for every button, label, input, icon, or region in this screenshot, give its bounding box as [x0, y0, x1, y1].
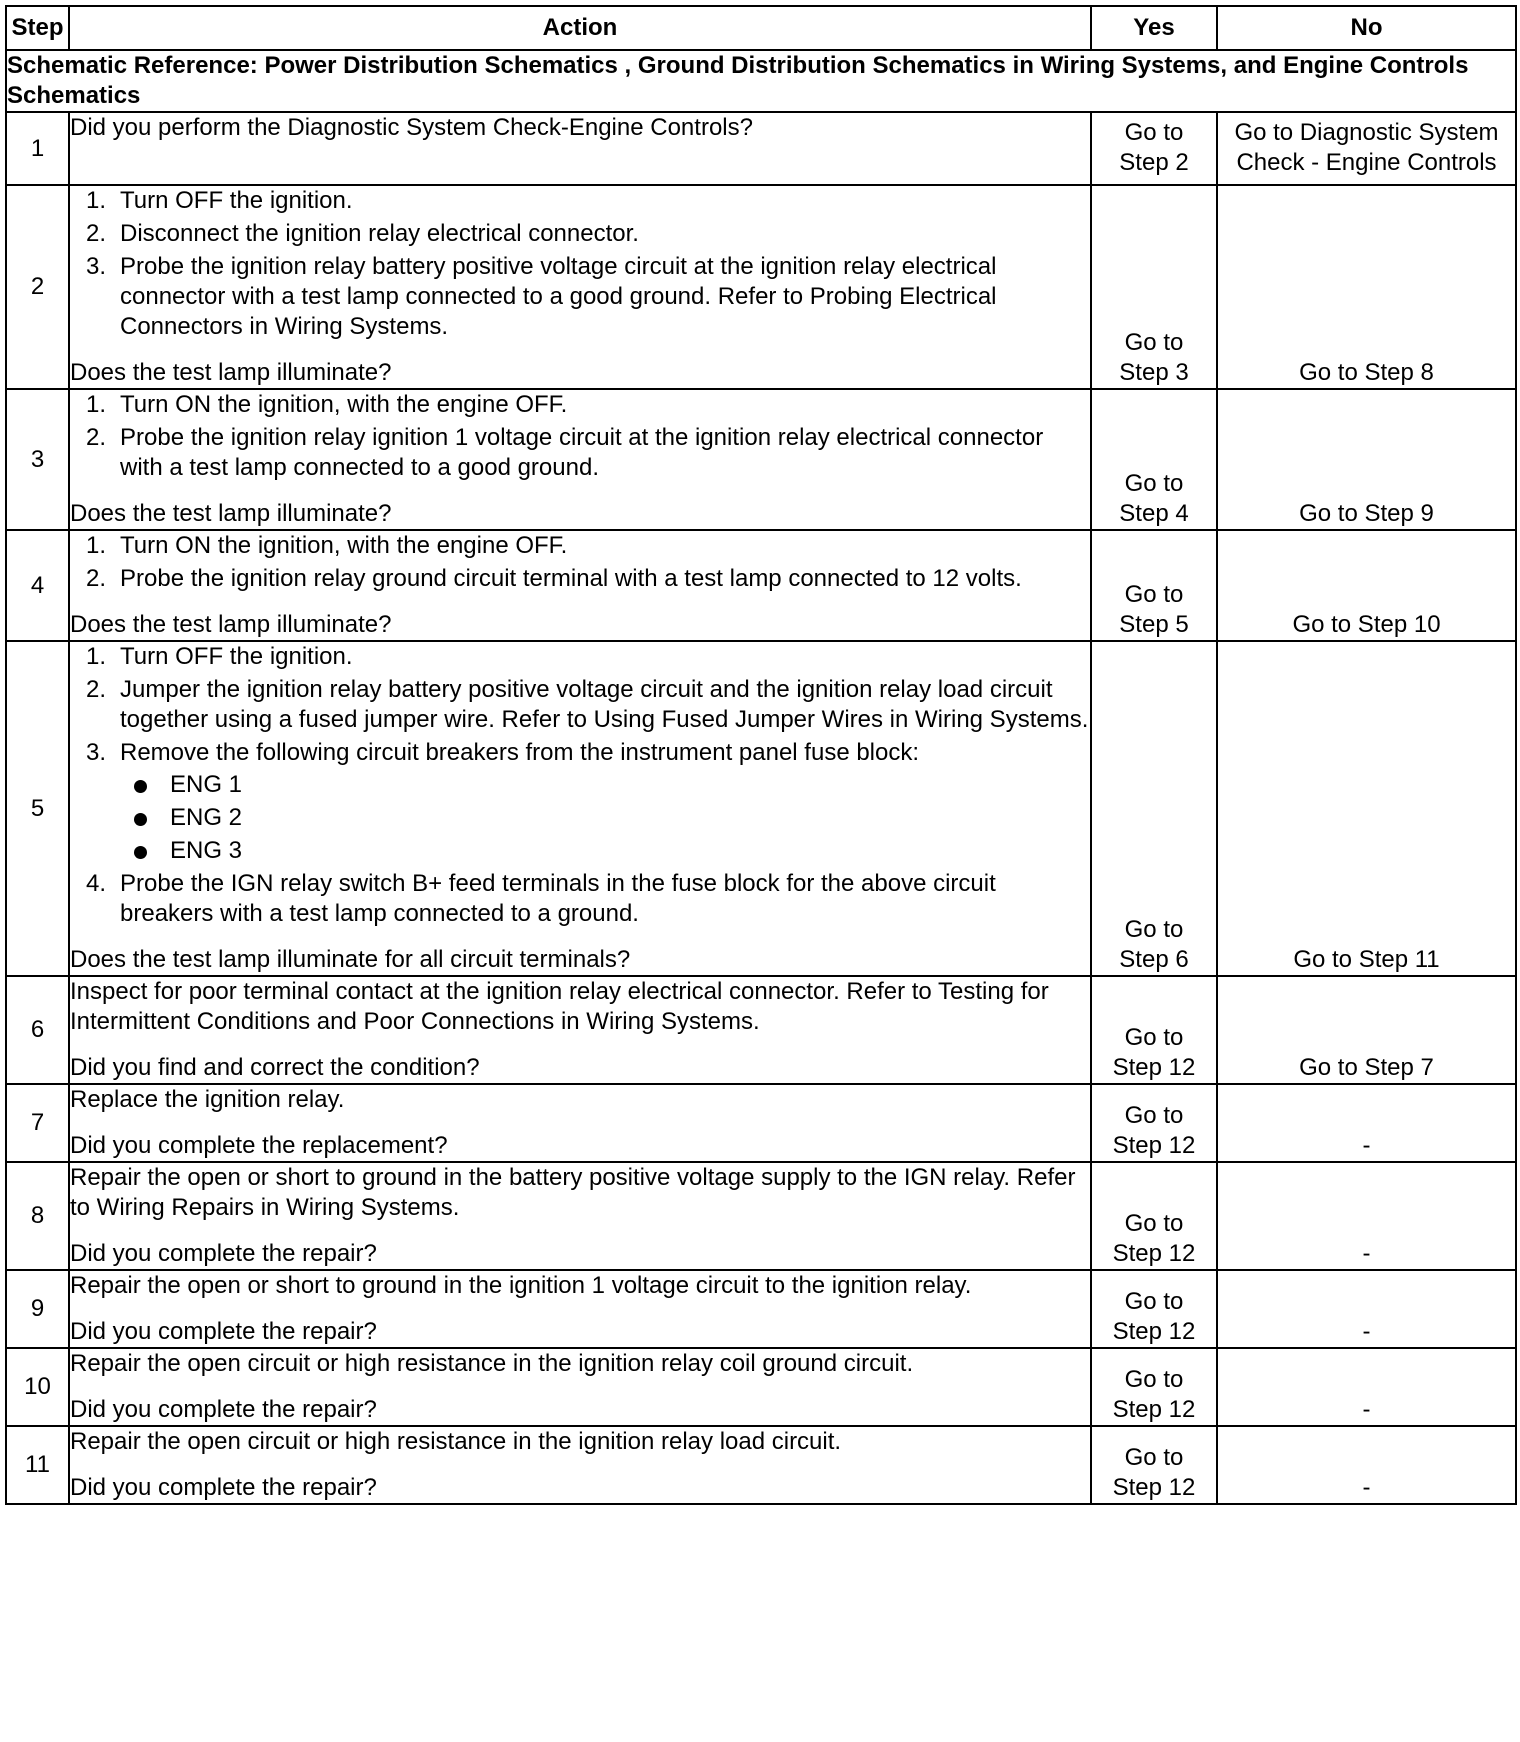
action-step: 3. Probe the ignition relay battery positive voltage circuit at the ignition relay electrical connector with a test lamp connected to a good ground. Refer to Probing Electrical Connectors in Wiring Systems.: [86, 253, 997, 340]
no-cell: Go to Step 10: [1217, 530, 1516, 641]
table-row: [6, 530, 1516, 641]
table-row: [6, 976, 1516, 1084]
action-question: Does the test lamp illuminate for all circuit terminals?: [70, 946, 631, 973]
action-steps: [70, 531, 1090, 594]
action-text: Repair the open circuit or high resistance in the ignition relay load circuit.: [70, 1428, 842, 1455]
table-row: [6, 1270, 1516, 1348]
no-cell: Go to Diagnostic System Check - Engine Controls: [1217, 112, 1516, 185]
header-row: [6, 6, 1516, 50]
step-number: 4: [6, 530, 69, 641]
header-no: No: [1217, 6, 1516, 50]
action-step: 2. Jumper the ignition relay battery positive voltage circuit and the ignition relay load circuit together using a fused jumper wire. Refer to Using Fused Jumper Wires in Wiring Systems.: [86, 676, 1089, 733]
step-number: 2: [6, 185, 69, 389]
no-cell: -: [1217, 1084, 1516, 1162]
yes-cell: Go to Step 3: [1091, 185, 1217, 389]
yes-cell: Go to Step 5: [1091, 530, 1217, 641]
action-step: 2. Probe the ignition relay ground circuit terminal with a test lamp connected to 12 volts.: [86, 565, 1022, 592]
no-cell: -: [1217, 1348, 1516, 1426]
yes-cell: Go to Step 12: [1091, 1162, 1217, 1270]
no-cell: Go to Step 7: [1217, 976, 1516, 1084]
yes-cell: Go to Step 4: [1091, 389, 1217, 530]
no-cell: -: [1217, 1162, 1516, 1270]
action-cell: [69, 185, 1091, 389]
action-cell: [69, 1162, 1091, 1270]
step-number: 10: [6, 1348, 69, 1426]
table-row: [6, 1162, 1516, 1270]
circuit-breaker-list: [120, 770, 1090, 866]
table-row: [6, 1348, 1516, 1426]
action-cell: [69, 641, 1091, 976]
step-number: 6: [6, 976, 69, 1084]
bullet-icon: [134, 780, 147, 793]
action-cell: [69, 389, 1091, 530]
table-row: [6, 1426, 1516, 1504]
action-text: Inspect for poor terminal contact at the ignition relay electrical connector. Refer to Testing for Intermittent Conditions and Poor Connections in Wiring Systems.: [70, 978, 1049, 1035]
no-cell: Go to Step 9: [1217, 389, 1516, 530]
action-cell: [69, 1348, 1091, 1426]
action-text: Repair the open or short to ground in the ignition 1 voltage circuit to the ignition relay.: [70, 1272, 972, 1299]
action-step: 1. Turn ON the ignition, with the engine OFF.: [86, 391, 568, 418]
action-step: 2. Probe the ignition relay ignition 1 voltage circuit at the ignition relay electrical connector with a test lamp connected to a good ground.: [86, 424, 1044, 481]
table-row: [6, 1084, 1516, 1162]
step-number: 9: [6, 1270, 69, 1348]
action-step: 2. Disconnect the ignition relay electrical connector.: [86, 220, 639, 247]
header-step: Step: [6, 6, 69, 50]
header-yes: Yes: [1091, 6, 1217, 50]
diagnostic-table: [5, 5, 1517, 1505]
action-question: Does the test lamp illuminate?: [70, 611, 392, 638]
step-number: 1: [6, 112, 69, 185]
action-step: 1. Turn ON the ignition, with the engine OFF.: [86, 532, 568, 559]
action-steps: [70, 642, 1090, 929]
action-question: Does the test lamp illuminate?: [70, 500, 392, 527]
action-question: Did you complete the repair?: [70, 1474, 377, 1501]
no-cell: Go to Step 11: [1217, 641, 1516, 976]
action-text: Did you perform the Diagnostic System Check-Engine Controls?: [70, 114, 753, 141]
action-cell: [69, 976, 1091, 1084]
yes-cell: Go to Step 12: [1091, 1426, 1217, 1504]
circuit-breaker-item: ENG 2: [120, 803, 1090, 833]
action-step: 3. Remove the following circuit breakers from the instrument panel fuse block: ENG 1 ENG 2 ENG 3: [70, 738, 1090, 866]
table-row: [6, 112, 1516, 185]
action-question: Did you complete the repair?: [70, 1318, 377, 1345]
header-action: Action: [69, 6, 1091, 50]
step-number: 3: [6, 389, 69, 530]
action-text: Repair the open or short to ground in the battery positive voltage supply to the IGN relay. Refer to Wiring Repairs in Wiring Systems.: [70, 1164, 1076, 1221]
yes-cell: Go to Step 2: [1091, 112, 1217, 185]
action-steps: [70, 186, 1090, 342]
yes-cell: Go to Step 12: [1091, 1270, 1217, 1348]
action-text: Replace the ignition relay.: [70, 1086, 345, 1113]
circuit-breaker-item: ENG 3: [120, 836, 1090, 866]
yes-cell: Go to Step 12: [1091, 1348, 1217, 1426]
circuit-breaker-item: ENG 1: [120, 770, 1090, 800]
action-step: 1. Turn OFF the ignition.: [86, 643, 353, 670]
action-cell: [69, 1270, 1091, 1348]
no-cell: -: [1217, 1426, 1516, 1504]
step-number: 5: [6, 641, 69, 976]
action-step: 4. Probe the IGN relay switch B+ feed terminals in the fuse block for the above circuit breakers with a test lamp connected to a ground.: [86, 870, 996, 927]
schematic-reference: Schematic Reference: Power Distribution Schematics , Ground Distribution Schematics in Wiring Systems, and Engine Controls Schematics: [6, 50, 1516, 112]
action-question: Did you complete the repair?: [70, 1396, 377, 1423]
action-text: Repair the open circuit or high resistance in the ignition relay coil ground circuit.: [70, 1350, 914, 1377]
bullet-icon: [134, 813, 147, 826]
action-question: Does the test lamp illuminate?: [70, 359, 392, 386]
action-step: 1. Turn OFF the ignition.: [86, 187, 353, 214]
action-cell: [69, 530, 1091, 641]
schematic-reference-row: [6, 50, 1516, 112]
action-cell: [69, 1084, 1091, 1162]
yes-cell: Go to Step 12: [1091, 976, 1217, 1084]
action-cell: [69, 112, 1091, 185]
step-number: 7: [6, 1084, 69, 1162]
no-cell: -: [1217, 1270, 1516, 1348]
action-cell: [69, 1426, 1091, 1504]
no-cell: Go to Step 8: [1217, 185, 1516, 389]
table-row: [6, 389, 1516, 530]
step-number: 11: [6, 1426, 69, 1504]
yes-cell: Go to Step 6: [1091, 641, 1217, 976]
bullet-icon: [134, 846, 147, 859]
action-steps: [70, 390, 1090, 483]
yes-cell: Go to Step 12: [1091, 1084, 1217, 1162]
table-row: [6, 185, 1516, 389]
step-number: 8: [6, 1162, 69, 1270]
action-question: Did you complete the repair?: [70, 1240, 377, 1267]
action-question: Did you find and correct the condition?: [70, 1054, 480, 1081]
action-question: Did you complete the replacement?: [70, 1132, 448, 1159]
table-row: [6, 641, 1516, 976]
